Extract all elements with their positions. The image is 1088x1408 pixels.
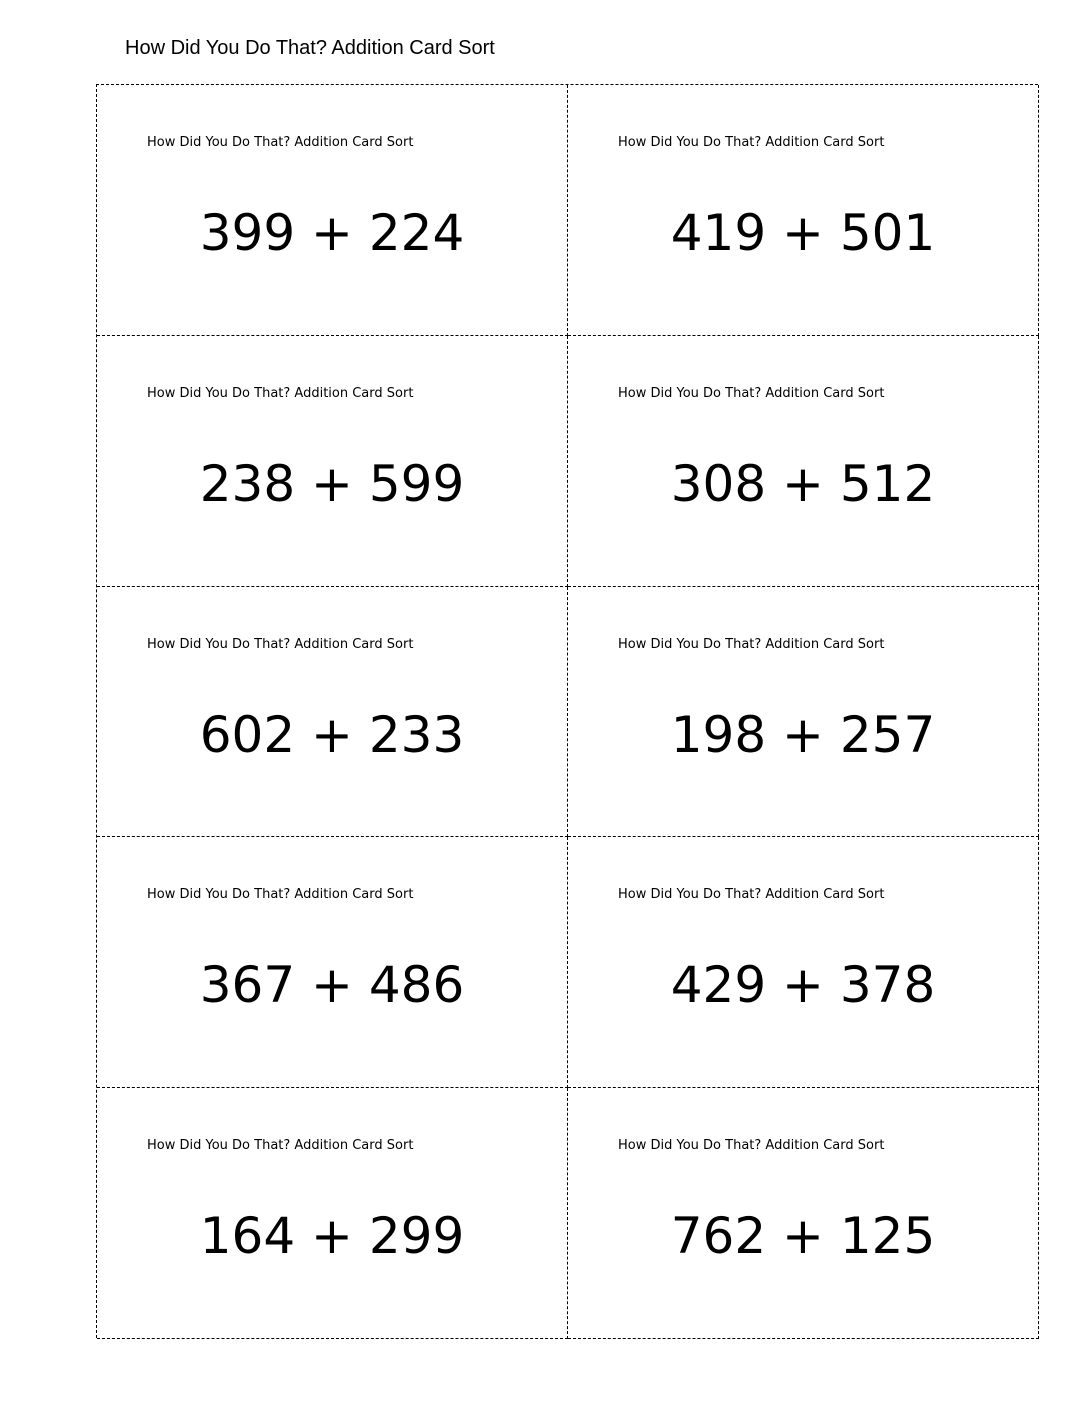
page-title: How Did You Do That? Addition Card Sort (125, 37, 495, 59)
card (97, 837, 568, 1088)
card-header: How Did You Do That? Addition Card Sort (147, 1138, 414, 1154)
card-header: How Did You Do That? Addition Card Sort (147, 887, 414, 903)
card (97, 336, 568, 587)
card (568, 85, 1039, 336)
card-header: How Did You Do That? Addition Card Sort (147, 385, 414, 401)
card (97, 1088, 568, 1339)
addition-problem: 198 + 257 (670, 705, 936, 764)
card (97, 587, 568, 838)
addition-problem: 429 + 378 (670, 956, 936, 1015)
card-header: How Did You Do That? Addition Card Sort (147, 636, 414, 652)
card (568, 587, 1039, 838)
card-header: How Did You Do That? Addition Card Sort (618, 385, 885, 401)
card (568, 1088, 1039, 1339)
card-grid (96, 84, 1038, 1338)
addition-problem: 238 + 599 (199, 454, 465, 513)
card-header: How Did You Do That? Addition Card Sort (618, 135, 885, 150)
card-header: How Did You Do That? Addition Card Sort (618, 636, 885, 652)
addition-problem: 164 + 299 (199, 1207, 465, 1266)
card (568, 837, 1039, 1088)
addition-problem: 367 + 486 (199, 956, 465, 1015)
addition-problem: 419 + 501 (670, 204, 936, 262)
addition-problem: 399 + 224 (199, 204, 465, 262)
card (97, 85, 568, 336)
card (568, 336, 1039, 587)
card-header: How Did You Do That? Addition Card Sort (147, 135, 414, 150)
addition-problem: 308 + 512 (670, 454, 936, 513)
card-header: How Did You Do That? Addition Card Sort (618, 1138, 885, 1154)
card-header: How Did You Do That? Addition Card Sort (618, 887, 885, 903)
addition-problem: 602 + 233 (199, 705, 465, 764)
addition-problem: 762 + 125 (670, 1207, 936, 1266)
